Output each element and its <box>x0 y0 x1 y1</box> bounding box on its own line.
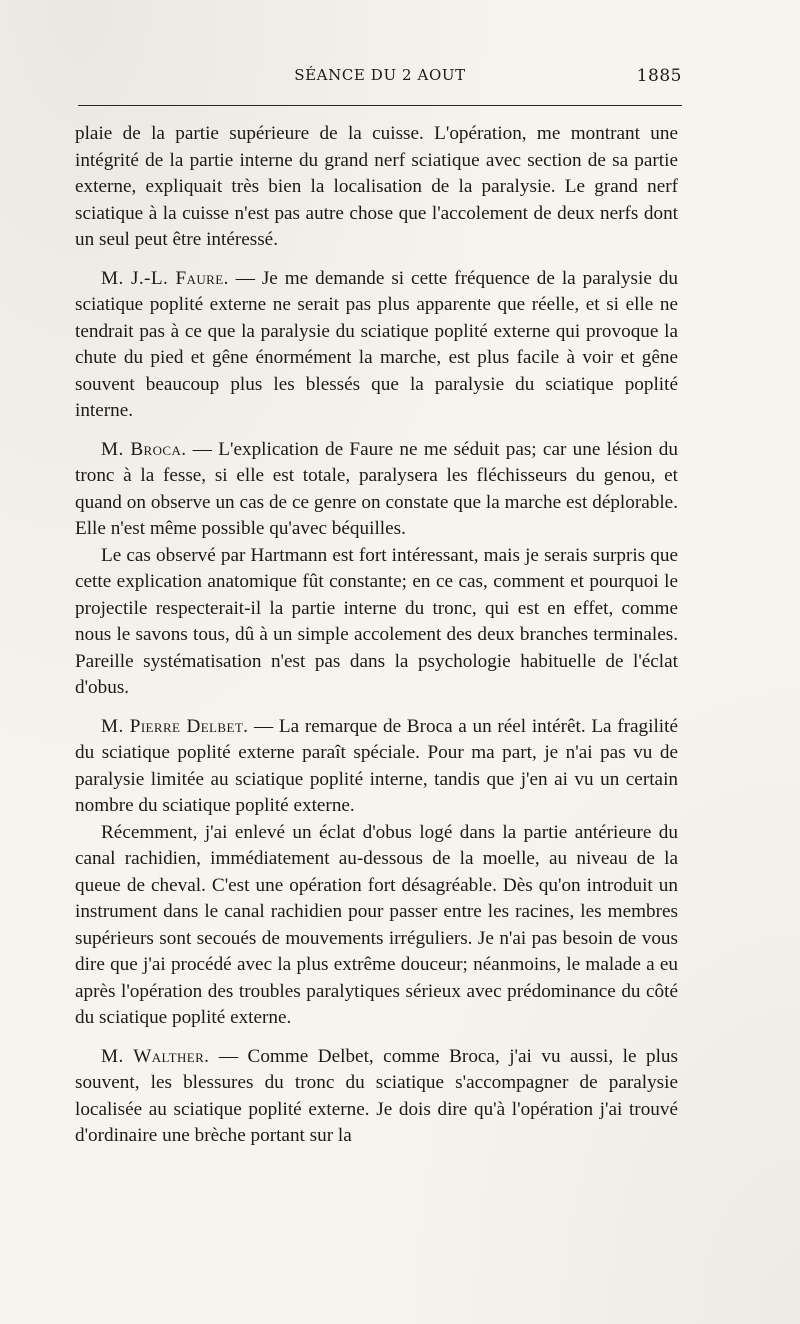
paragraph-delbet-continued <box>75 820 678 1032</box>
paragraph-text: Le cas observé par Hartmann est fort intéressant, mais je serais surpris que cette explication anatomique fût constante; en ce cas, comment et pourquoi le projectile respecterait-il la partie interne du tronc, qui est en effet, comme nous le savons tous, dû à un simple accolement des deux branches terminales. Pareille systématisation n'est pas dans la psychologie habituelle de l'éclat d'obus. <box>75 544 678 698</box>
paragraph-text: — L'explication de Faure ne me séduit pas; car une lésion du tronc à la fesse, si elle est totale, paralysera les fléchisseurs du genou, et quand on observe un cas de ce genre on constate que la marche est déplorable. Elle n'est même possible qu'avec béquilles. <box>75 438 678 539</box>
speaker-name: M. Pierre Delbet. <box>101 715 249 737</box>
paragraph-faure <box>75 266 678 425</box>
paragraph-text: Récemment, j'ai enlevé un éclat d'obus logé dans la partie antérieure du canal rachidien, immédiatement au-dessous de la moelle, au niveau de la queue de cheval. C'est une opération fort désagréable. Dès qu'on introduit un instrument dans le canal rachidien pour passer entre les racines, les membres supérieurs sont secoués de mouvements irréguliers. Je n'ai pas besoin de vous dire que j'ai procédé avec la plus extrême douceur; néanmoins, le malade a eu après l'opération des troubles paralytiques sérieux avec prédominance du côté du sciatique poplité externe. <box>75 821 678 1028</box>
running-title: SÉANCE DU 2 AOUT <box>294 66 466 84</box>
speaker-name: M. Broca. <box>101 438 187 460</box>
paragraph-continuation <box>75 121 678 254</box>
header-rule <box>78 105 682 106</box>
body-text <box>75 121 678 1150</box>
paragraph-text: — Je me demande si cette fréquence de la paralysie du sciatique poplité externe ne serait pas plus apparente que réelle, et si elle ne tendrait pas à ce que la paralysie du sciatique poplité externe qui provoque la chute du pied et gêne énormément la marche, est plus facile à voir et gêne souvent beaucoup plus les blessés que la paralysie du sciatique poplité interne. <box>75 267 678 421</box>
paragraph-text: — Comme Delbet, comme Broca, j'ai vu aussi, le plus souvent, les blessures du tronc du sciatique s'accompagner de paralysie localisée au sciatique poplité externe. Je dois dire qu'à l'opération j'ai trouvé d'ordinaire une brèche portant sur la <box>75 1045 678 1146</box>
paragraph-broca-continued <box>75 543 678 702</box>
paragraph-delbet <box>75 714 678 820</box>
paragraph-broca <box>75 437 678 543</box>
speaker-name: M. J.-L. Faure. <box>101 267 229 289</box>
paragraph-walther <box>75 1044 678 1150</box>
speaker-name: M. Walther. <box>101 1045 210 1067</box>
page-number: 1885 <box>636 66 682 86</box>
paragraph-text: plaie de la partie supérieure de la cuisse. L'opération, me montrant une intégrité de la partie interne du grand nerf sciatique avec section de sa partie externe, expliquait très bien la localisation de la paralysie. Le grand nerf sciatique à la cuisse n'est pas autre chose que l'accolement de deux nerfs dont un seul peut être intéressé. <box>75 123 678 250</box>
page-header <box>78 66 682 90</box>
paragraph-text: — La remarque de Broca a un réel intérêt. La fragilité du sciatique poplité externe paraît spéciale. Pour ma part, je n'ai pas vu de paralysie limitée au sciatique poplité interne, tandis que j'en ai vu un certain nombre du sciatique poplité externe. <box>75 715 678 816</box>
